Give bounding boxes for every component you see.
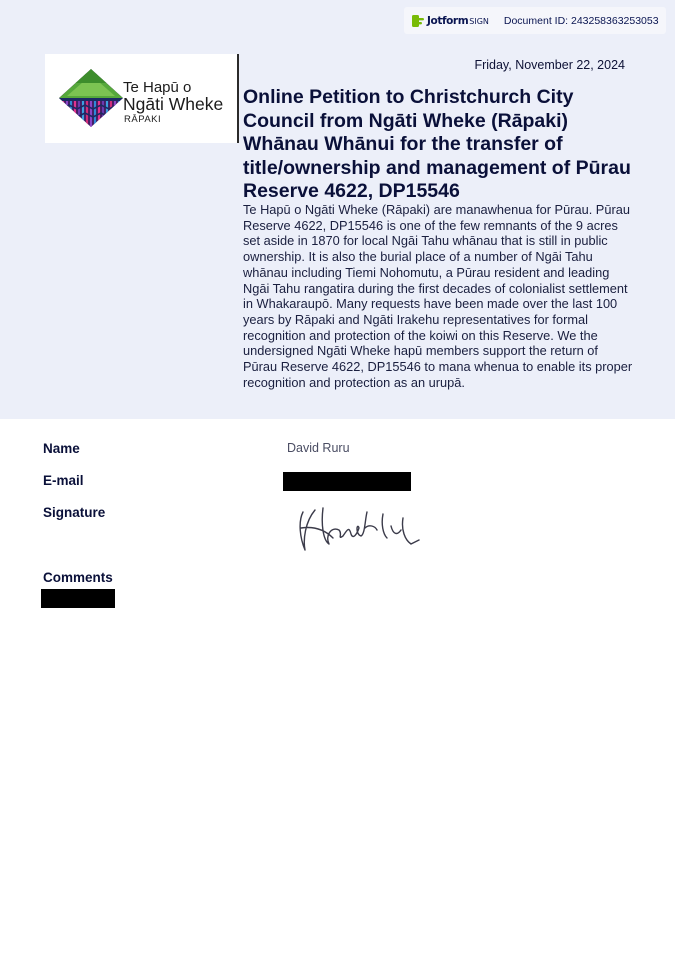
petition-title: Online Petition to Christchurch City Council from Ngāti Wheke (Rāpaki) Whānau Whānui for the transfer of title/ownership and management of Pūrau Reserve 4622, DP15546 (243, 86, 631, 202)
logo-text-line3: RĀPAKI (124, 114, 162, 125)
logo-divider (237, 54, 239, 143)
jotform-logo-icon (411, 14, 425, 28)
document-id: Document ID: 243258363253053 (503, 14, 659, 27)
diamond-logo-icon (57, 67, 125, 129)
comments-label: Comments (43, 570, 113, 585)
signature-label: Signature (43, 505, 106, 520)
comments-redacted (41, 589, 115, 608)
signature-image (295, 500, 430, 560)
email-label: E-mail (43, 473, 84, 488)
jotform-brand: Jotform (427, 14, 469, 27)
document-date: Friday, November 22, 2024 (474, 58, 625, 72)
organization-logo (45, 54, 238, 143)
name-label: Name (43, 441, 80, 456)
petition-description: Te Hapū o Ngāti Wheke (Rāpaki) are manawhenua for Pūrau. Pūrau Reserve 4622, DP15546 is one of the few remnants of the 9 acres set aside in 1870 for local Ngāi Tahu whānau that is still in public ownership. It is also the burial place of a number of Ngāi Tahu whānau including Tiemi Nohomutu, a Pūrau resident and leading Ngāi Tahu rangatira during the first decades of colonialist settlement in Whakaraupō. Many requests have been made over the last 100 years by Rāpaki and Ngāti Irakehu representatives for formal recognition and protection of the koiwi on this Reserve. We the undersigned Ngāti Wheke hapū members support the return of Pūrau Reserve 4622, DP15546 to mana whenua to enable its proper recognition and protection as an urupā. (243, 202, 633, 390)
jotform-sign-label: SIGN (469, 16, 489, 26)
email-redacted (283, 472, 411, 491)
name-value: David Ruru (287, 441, 350, 455)
jotform-sign-bar (404, 7, 666, 34)
logo-text-line1: Te Hapū o (123, 79, 192, 96)
jotform-sign-logo (411, 7, 489, 34)
logo-text-line2: Ngāti Wheke (123, 94, 224, 114)
